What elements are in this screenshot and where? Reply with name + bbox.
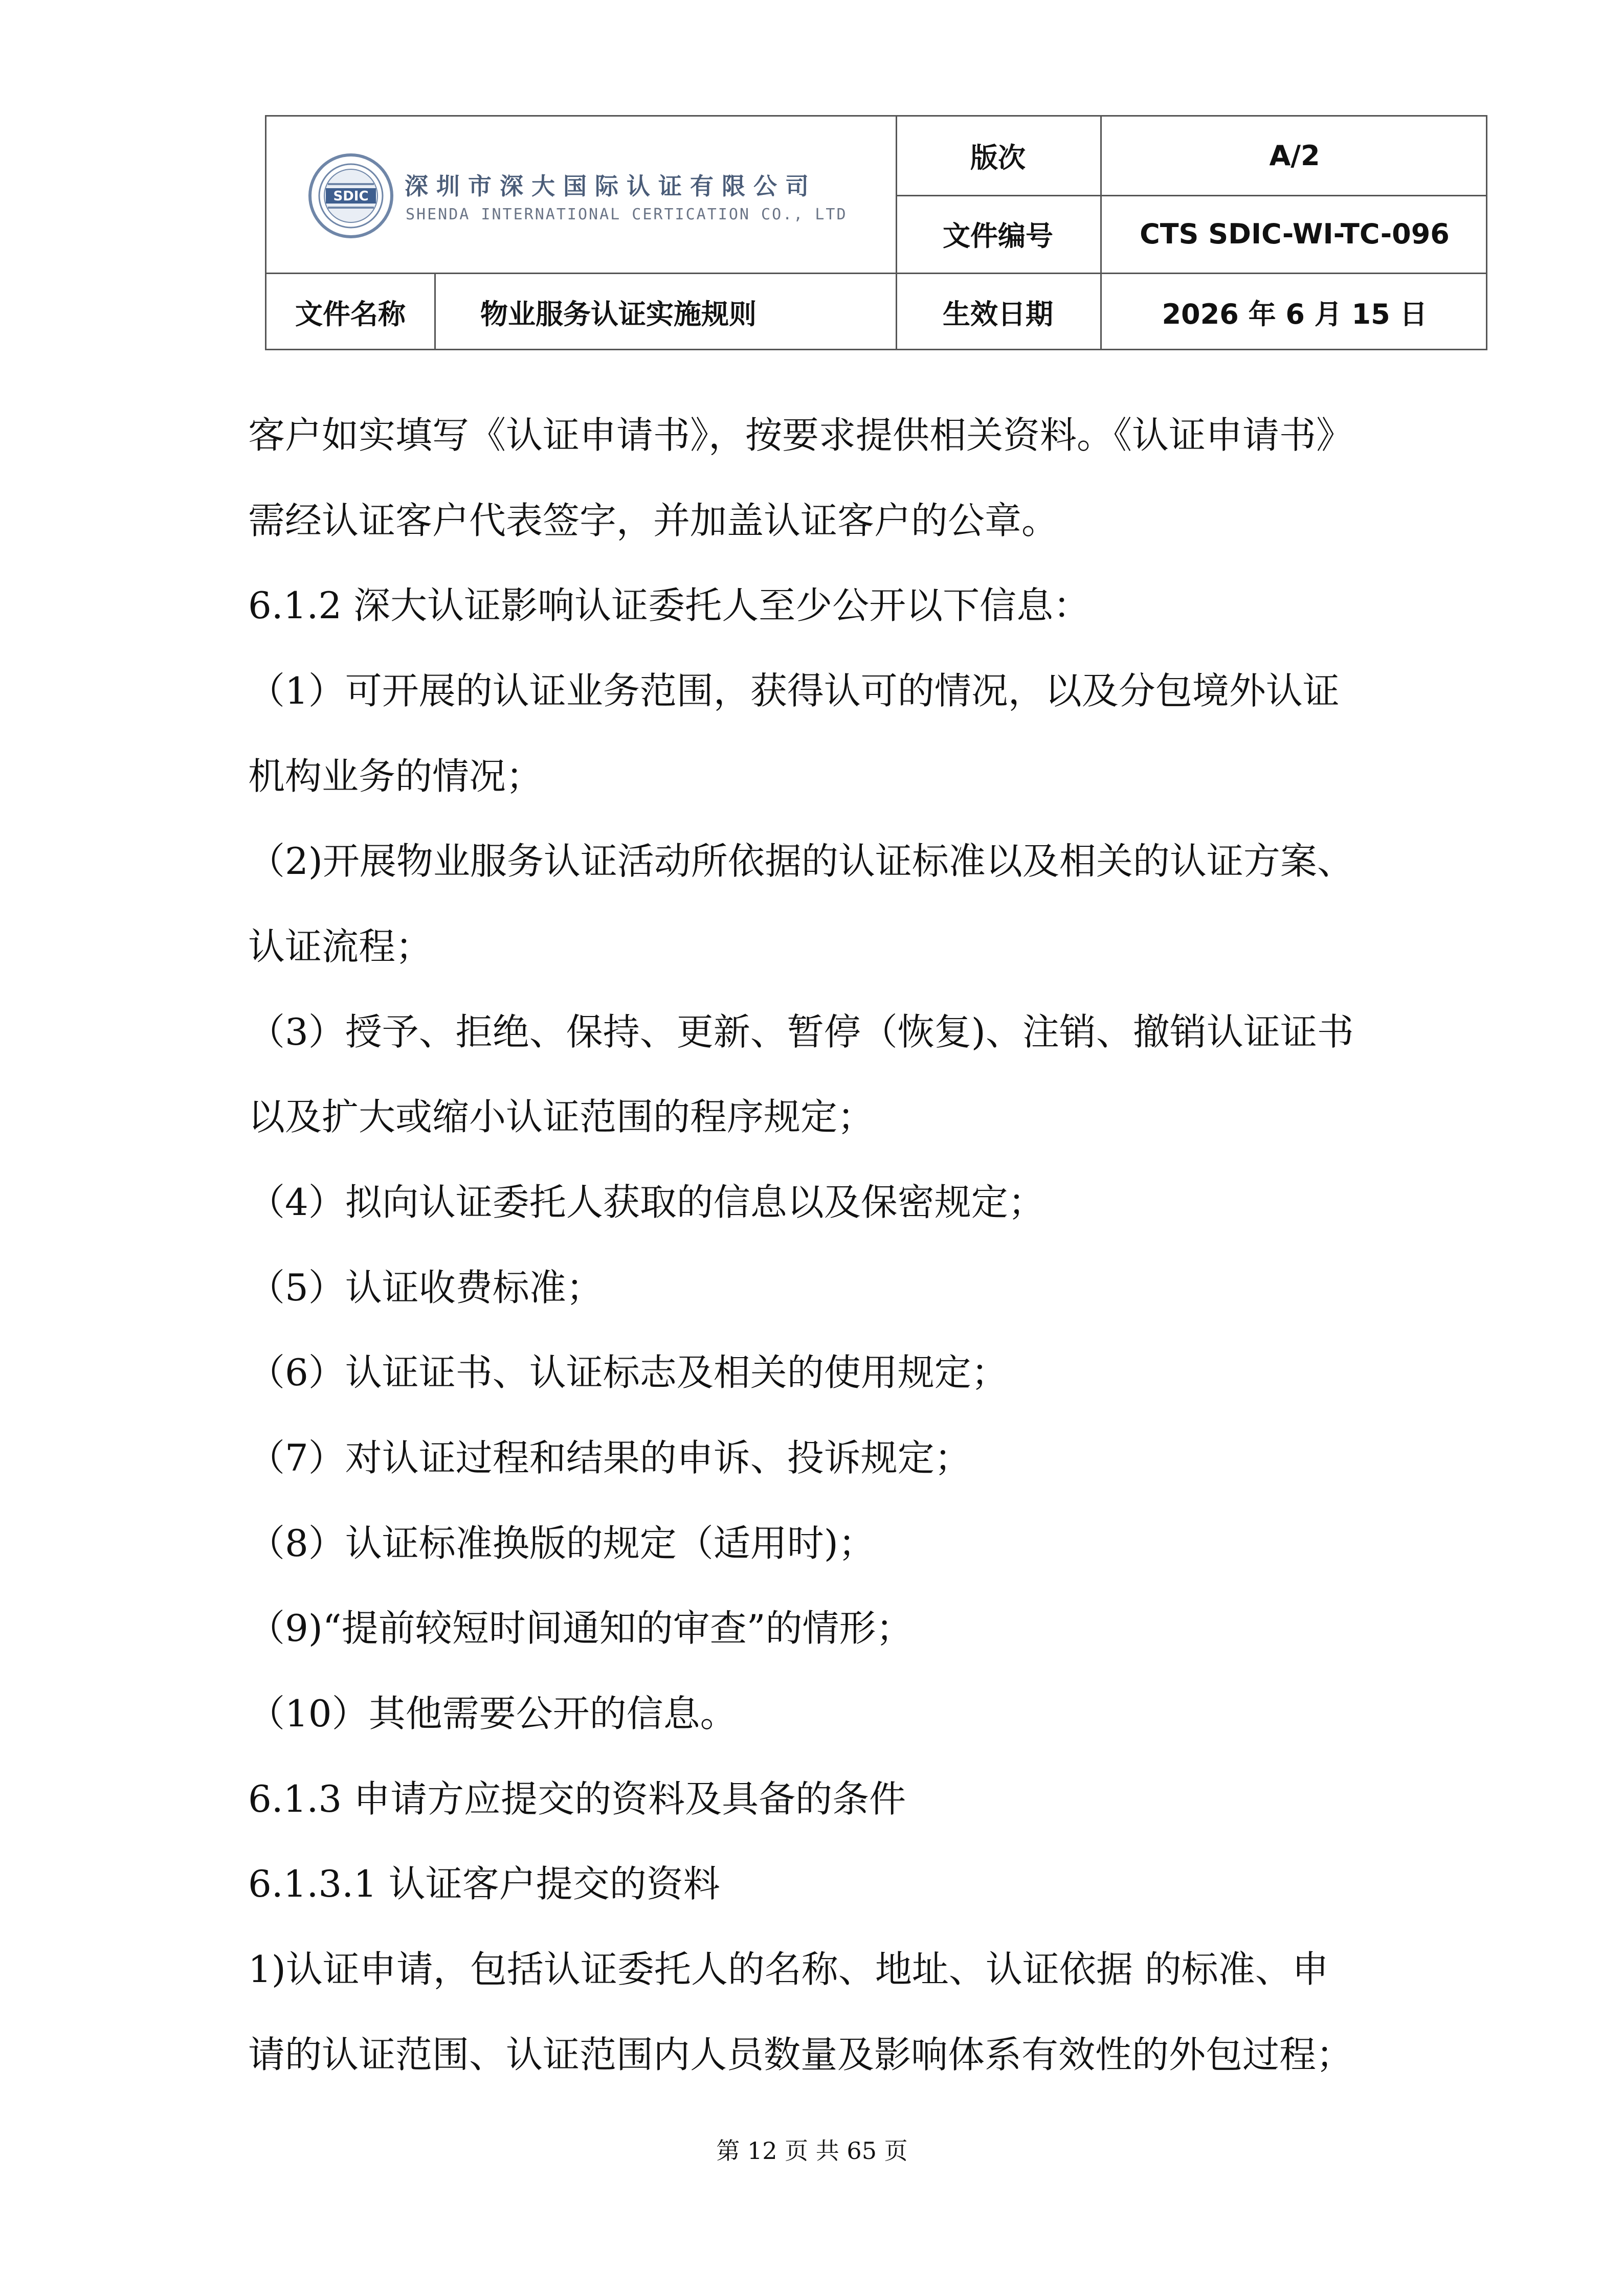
effective-date-value: 2026 年 6 月 15 日 (1162, 298, 1428, 330)
body-line: （9)“提前较短时间通知的审查”的情形； (248, 1607, 913, 1650)
body-line: 6.1.3 申请方应提交的资料及具备的条件 (248, 1777, 906, 1820)
body-line: 1)认证申请，包括认证委托人的名称、地址、认证依据 的标准、申 (248, 1948, 1329, 1991)
body-line: （1）可开展的认证业务范围，获得认可的情况，以及分包境外认证 (248, 669, 1340, 712)
page-footer: 第 12 页 共 65 页 (716, 2137, 908, 2165)
document-header-table (265, 115, 1487, 350)
body-line: （5）认证收费标准； (248, 1266, 603, 1309)
body-line: （7）对认证过程和结果的申诉、投诉规定； (248, 1436, 971, 1479)
body-line: 6.1.3.1 认证客户提交的资料 (248, 1862, 720, 1905)
body-line: （6）认证证书、认证标志及相关的使用规定； (248, 1351, 1008, 1394)
doc-number-label: 文件编号 (943, 219, 1053, 252)
effective-date-label: 生效日期 (943, 298, 1053, 330)
body-line: （10）其他需要公开的信息。 (248, 1692, 737, 1735)
body-line: （8）认证标准换版的规定（适用时)； (248, 1522, 875, 1565)
body-line: （4）拟向认证委托人获取的信息以及保密规定； (248, 1181, 1045, 1224)
version-label: 版次 (970, 142, 1026, 174)
body-line: 认证流程； (248, 925, 433, 968)
version-value: A/2 (1269, 140, 1320, 172)
body-line: 机构业务的情况； (248, 755, 543, 798)
body-line: （2)开展物业服务认证活动所依据的认证标准以及相关的认证方案、 (248, 840, 1354, 883)
body-line: 客户如实填写《认证申请书》，按要求提供相关资料。《认证申请书》 (248, 414, 1353, 457)
doc-name-label: 文件名称 (295, 298, 406, 330)
doc-number-value: CTS SDIC-WI-TC-096 (1140, 217, 1450, 250)
body-line: 请的认证范围、认证范围内人员数量及影响体系有效性的外包过程； (248, 2033, 1353, 2076)
company-name-cn: 深圳市深大国际认证有限公司 (405, 172, 817, 200)
body-line: 以及扩大或缩小认证范围的程序规定； (248, 1095, 875, 1138)
body-line: 6.1.2 深大认证影响认证委托人至少公开以下信息： (248, 584, 1091, 627)
company-logo (307, 152, 870, 255)
body-line: 需经认证客户代表签字，并加盖认证客户的公章。 (248, 499, 1059, 542)
sdic-seal-icon (307, 152, 394, 239)
doc-name-value: 物业服务认证实施规则 (480, 298, 757, 330)
svg-text:SDIC: SDIC (333, 189, 369, 204)
company-name-en: SHENDA INTERNATIONAL CERTICATION CO., LTD (406, 206, 848, 223)
body-line: （3）授予、拒绝、保持、更新、暂停（恢复)、注销、撤销认证证书 (248, 1010, 1354, 1053)
